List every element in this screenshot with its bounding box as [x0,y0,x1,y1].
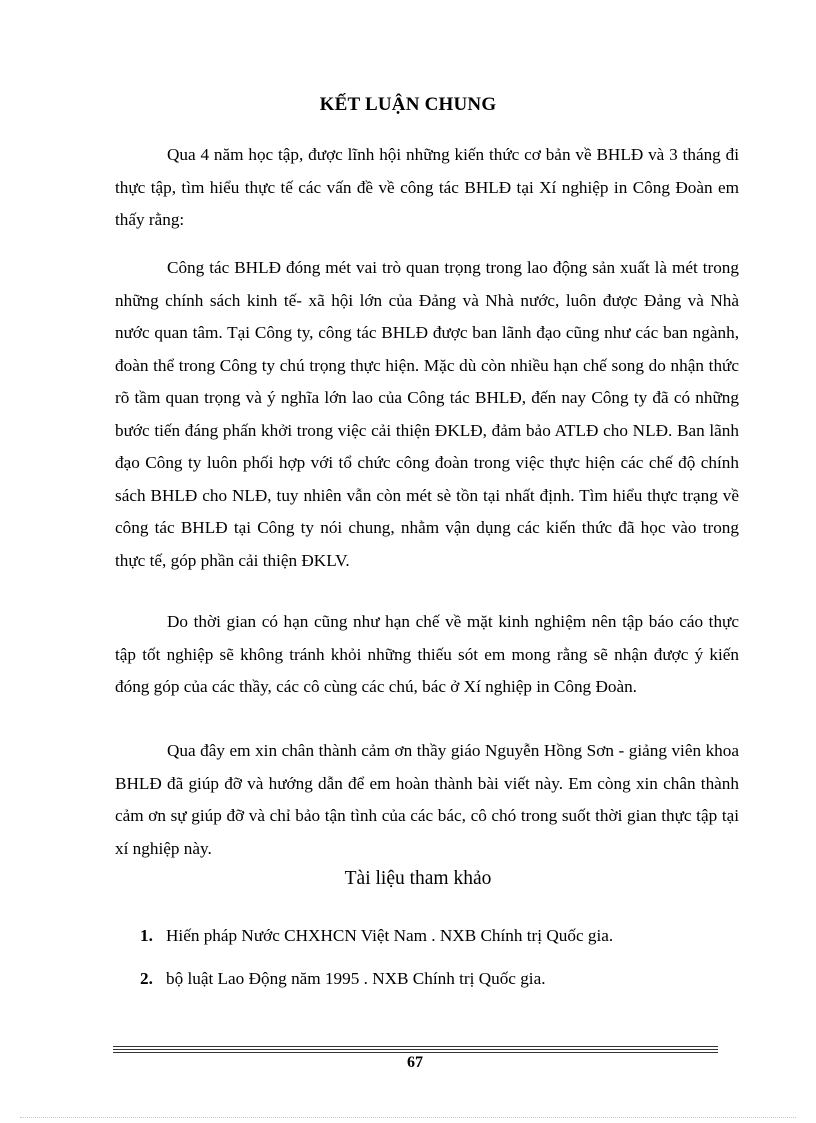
paragraph-intro [115,139,739,237]
paragraph-thanks [115,735,739,865]
reference-item [140,926,613,946]
paragraph-bhld-role [115,252,739,577]
page-title: KẾT LUẬN CHUNG [319,94,497,115]
reference-text: Hiến pháp Nước CHXHCN Việt Nam . NXB Chính trị Quốc gia. [166,926,614,945]
reference-number: 2. [140,969,153,988]
paragraph-limitations [115,606,739,704]
paragraph-text: Qua đây em xin chân thành cảm ơn thầy giáo Nguyễn Hồng Sơn - giảng viên khoa BHLĐ đã giúp đỡ và hướng dẫn để em hoàn thành bài viết này. Em còng xin chân thành cảm ơn sự giúp đỡ và chỉ bảo tận tình của các bác, cô chó trong suốt thời gian thực tập tại xí nghiệp này. [115,741,739,858]
paragraph-text: Qua 4 năm học tập, được lĩnh hội những kiến thức cơ bản về BHLĐ và 3 tháng đi thực tập, tìm hiểu thực tế các vấn đề về công tác BHLĐ tại Xí nghiệp in Công Đoàn em thấy rằng: [115,145,739,229]
footer-divider [113,1046,718,1053]
paragraph-text: Do thời gian có hạn cũng như hạn chế về mặt kinh nghiệm nên tập báo cáo thực tập tốt nghiệp sẽ không tránh khỏi những thiếu sót em mong rằng sẽ nhận được ý kiến đóng góp của các thầy, các cô cùng các chú, bác ở Xí nghiệp in Công Đoàn. [115,612,739,696]
references-title: Tài liệu tham khảo [344,868,492,889]
page-edge-divider [20,1117,796,1118]
reference-number: 1. [140,926,153,945]
reference-item [140,969,546,989]
footer-divider-inner [113,1049,718,1050]
paragraph-text: Công tác BHLĐ đóng mét vai trò quan trọng trong lao động sản xuất là mét trong những chính sách kinh tế- xã hội lớn của Đảng và Nhà nước, luôn được Đảng và Nhà nước quan tâm. Tại Công ty, công tác BHLĐ được ban lãnh đạo cũng như các ban ngành, đoàn thể trong Công ty chú trọng thực hiện. Mặc dù còn nhiều hạn chế song do nhận thức rõ tầm quan trọng và ý nghĩa lớn lao của Công tác BHLĐ, đến nay Công ty đã có những bước tiến đáng phấn khởi trong việc cải thiện ĐKLĐ, đảm bảo ATLĐ cho NLĐ. Ban lãnh đạo Công ty luôn phối hợp với tổ chức công đoàn trong việc thực hiện các chế độ chính sách BHLĐ cho NLĐ, tuy nhiên vẫn còn mét sè tồn tại nhất định. Tìm hiểu thực trạng về công tác BHLĐ tại Công ty nói chung, nhằm vận dụng các kiến thức đã học vào trong thực tế, góp phần cải thiện ĐKLV. [115,258,739,570]
reference-text: bộ luật Lao Động năm 1995 . NXB Chính trị Quốc gia. [166,969,546,988]
page-number: 67 [407,1054,423,1071]
